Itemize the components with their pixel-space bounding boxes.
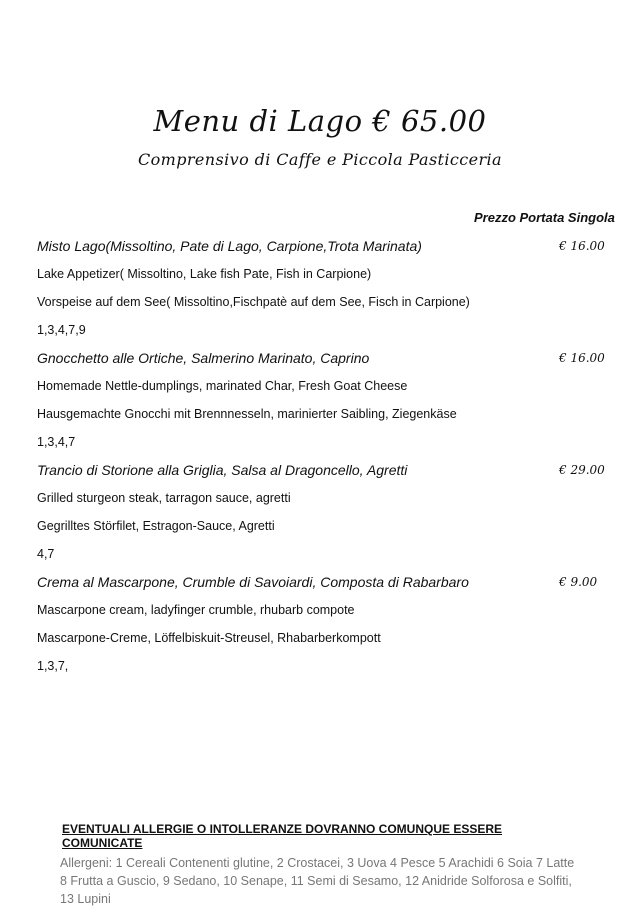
dish-allergens: 1,3,4,7,9 <box>37 323 86 337</box>
dish-name-italian: Misto Lago(Missoltino, Pate di Lago, Carpione,Trota Marinata) <box>37 238 422 254</box>
dish-4 <box>37 572 617 684</box>
dish-1 <box>37 236 617 348</box>
dish-price: € 29.00 <box>559 463 605 477</box>
price-column-header: Prezzo Portata Singola <box>474 210 615 225</box>
menu-list <box>37 236 617 684</box>
dish-3 <box>37 460 617 572</box>
dish-allergens: 4,7 <box>37 547 55 561</box>
dish-name-english: Lake Appetizer( Missoltino, Lake fish Pate, Fish in Carpione) <box>37 267 372 281</box>
dish-price: € 16.00 <box>559 239 605 253</box>
dish-name-italian: Crema al Mascarpone, Crumble di Savoiardi, Composta di Rabarbaro <box>37 574 469 590</box>
dish-2 <box>37 348 617 460</box>
dish-name-english: Mascarpone cream, ladyfinger crumble, rhubarb compote <box>37 603 355 617</box>
allergy-warning: EVENTUALI ALLERGIE O INTOLLERANZE DOVRANNO COMUNQUE ESSERE COMUNICATE <box>62 822 503 850</box>
dish-name-german: Mascarpone-Creme, Löffelbiskuit-Streusel, Rhabarberkompott <box>37 631 381 645</box>
dish-name-german: Vorspeise auf dem See( Missoltino,Fischpatè auf dem See, Fisch in Carpione) <box>37 295 470 309</box>
menu-subtitle: Comprensivo di Caffe e Piccola Pasticceria <box>138 150 502 169</box>
dish-name-german: Hausgemachte Gnocchi mit Brennnesseln, marinierter Saibling, Ziegenkäse <box>37 407 457 421</box>
dish-allergens: 1,3,7, <box>37 659 69 673</box>
allergen-legend: Allergeni: 1 Cereali Contenenti glutine, 2 Crostacei, 3 Uova 4 Pesce 5 Arachidi 6 Soia 7 Latte 8 Frutta a Guscio, 9 Sedano, 10 Senape, 11 Semi di Sesamo, 12 Anidride Solforosa e Solfiti, 13 Lupini <box>60 856 575 906</box>
dish-price: € 9.00 <box>559 575 598 589</box>
menu-title: Menu di Lago € 65.00 <box>153 104 487 138</box>
dish-price: € 16.00 <box>559 351 605 365</box>
dish-name-english: Homemade Nettle-dumplings, marinated Char, Fresh Goat Cheese <box>37 379 408 393</box>
dish-name-english: Grilled sturgeon steak, tarragon sauce, agretti <box>37 491 291 505</box>
dish-allergens: 1,3,4,7 <box>37 435 76 449</box>
dish-name-italian: Gnocchetto alle Ortiche, Salmerino Marinato, Caprino <box>37 350 370 366</box>
dish-name-italian: Trancio di Storione alla Griglia, Salsa al Dragoncello, Agretti <box>37 462 408 478</box>
allergy-footer <box>60 822 580 908</box>
dish-name-german: Gegrilltes Störfilet, Estragon-Sauce, Agretti <box>37 519 275 533</box>
